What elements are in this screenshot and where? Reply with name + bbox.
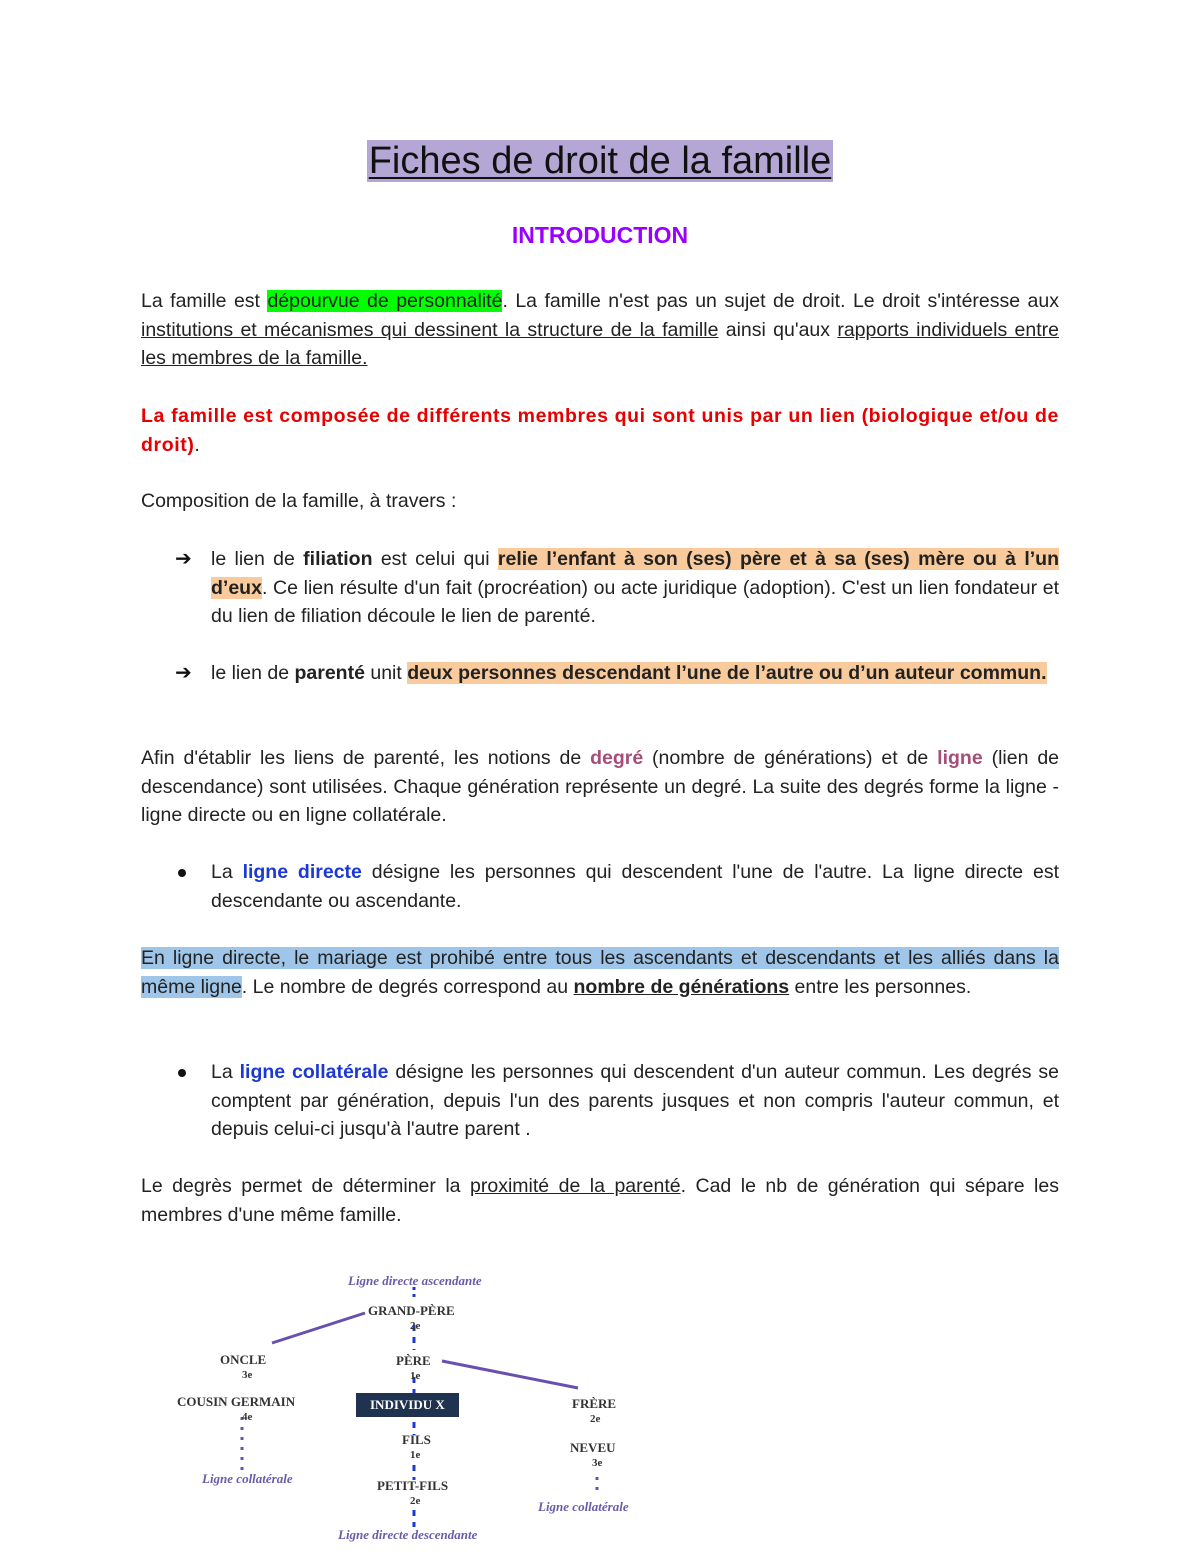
section-heading: INTRODUCTION [511, 222, 689, 248]
list-item-ligne-collaterale: La ligne collatérale désigne les personnes qui descendent d'un auteur commun. Les degrés se comptent par génération, depuis l'un des parents jusques et non compris l'auteur commun, et depuis celui-ci jusqu'à l'autre parent . [211, 1058, 1059, 1144]
arrow-icon: ➔ [175, 548, 192, 570]
paragraph-composition: Composition de la famille, à travers : [141, 490, 457, 512]
arrow-icon: ➔ [175, 662, 192, 684]
bullet-icon [178, 1069, 186, 1077]
family-tree-diagram: Ligne directe ascendante GRAND-PÈRE 2e ONCLE 3e PÈRE 1e COUSIN GERMAIN 4e INDIVIDU X FRÈRE 2e FILS 1e NEVEU 3e Ligne collatérale PETIT-FILS 2e Ligne collatérale Ligne directe descendante [170, 1265, 660, 1550]
document-title: Fiches de droit de la famille [368, 140, 832, 182]
list-item-filiation: ➔ le lien de filiation est celui qui relie l’enfant à son (ses) père et à sa (ses) mère ou à l’un d’eux. Ce lien résulte d'un fait (procréation) ou acte juridique (adoption). C'est un lien fondateur et du lien de filiation découle le lien de parenté. [211, 545, 1059, 631]
list-item-ligne-directe: La ligne directe désigne les personnes qui descendent l'une de l'autre. La ligne directe est descendante ou ascendante. [211, 858, 1059, 915]
paragraph-proximite: Le degrès permet de déterminer la proximité de la parenté. Cad le nb de génération qui sépare les membres d'une même famille. [141, 1175, 1059, 1226]
paragraph-composition-bold: La famille est composée de différents membres qui sont unis par un lien (biologique et/ou de droit). [141, 405, 1059, 456]
paragraph-mariage: En ligne directe, le mariage est prohibé entre tous les ascendants et descendants et les alliés dans la même ligne. Le nombre de degrés correspond au nombre de générations entre les personnes. [141, 947, 1059, 998]
individu-box: INDIVIDU X [356, 1393, 459, 1417]
list-item-parente: ➔ le lien de parenté unit deux personnes descendant l’une de l’autre ou d’un auteur commun. [211, 659, 1059, 688]
paragraph-degre-ligne: Afin d'établir les liens de parenté, les notions de degré (nombre de générations) et de ligne (lien de descendance) sont utilisées. Chaque génération représente un degré. La suite des degrés forme la ligne - ligne directe ou en ligne collatérale. [141, 747, 1060, 827]
bullet-icon [178, 869, 186, 877]
highlight-green: dépourvue de personnalité [267, 290, 503, 312]
paragraph-famille-definition: La famille est dépourvue de personnalité. La famille n'est pas un sujet de droit. Le droit s'intéresse aux institutions et mécanismes qui dessinent la structure de la famille ainsi qu'aux rapports individuels entre les membres de la famille. [141, 290, 1059, 370]
